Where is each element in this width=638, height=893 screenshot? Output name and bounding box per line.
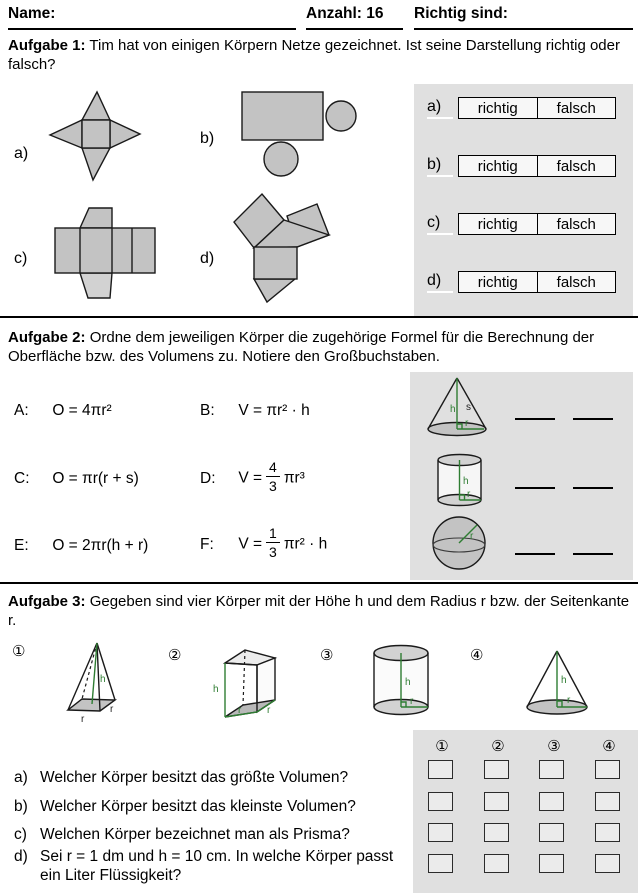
row-label: a) — [427, 98, 453, 119]
task3-answer-grid — [413, 730, 638, 893]
cuboid-edge-label: r — [267, 705, 271, 716]
answer-checkbox[interactable] — [539, 854, 564, 873]
task1-instruction — [8, 36, 632, 74]
cylinder-height-label: h — [463, 476, 469, 487]
falsch-cell[interactable]: falsch — [556, 273, 596, 291]
question-a — [14, 768, 410, 787]
name-field[interactable] — [8, 5, 296, 30]
task1-title: Aufgabe 1: — [8, 37, 86, 54]
cylinder-figure — [435, 452, 485, 508]
richtig-falsch-choice — [458, 213, 616, 235]
falsch-cell[interactable]: falsch — [556, 99, 596, 117]
row-label: d) — [427, 272, 453, 293]
cone4-height-label: h — [561, 675, 567, 686]
cuboid-edge-label: r — [238, 705, 242, 716]
fraction-numerator: 4 — [266, 460, 280, 477]
task2-instruction — [8, 328, 632, 366]
cylinder3-figure — [372, 643, 432, 719]
answer-checkbox[interactable] — [595, 792, 620, 811]
net-c-label: c) — [14, 250, 28, 267]
richtig-falsch-choice — [458, 155, 616, 177]
formula-body: O = πr(r + s) — [52, 470, 139, 487]
task1-answer-panel — [414, 84, 633, 316]
answer-row-d — [414, 271, 633, 295]
answer-line[interactable] — [515, 553, 555, 555]
question-text: Welchen Körper bezeichnet man als Prisma? — [40, 826, 350, 843]
section-divider — [0, 582, 638, 584]
fraction-denominator: 3 — [269, 544, 277, 560]
formula-F — [200, 525, 328, 561]
richtig-falsch-choice — [458, 97, 616, 119]
richtig-cell[interactable]: richtig — [459, 272, 538, 292]
answer-checkbox[interactable] — [539, 823, 564, 842]
question-label: b) — [14, 798, 28, 815]
formula-D — [200, 459, 305, 495]
pyramid-figure — [55, 640, 133, 724]
task2-title: Aufgabe 2: — [8, 329, 86, 346]
answer-checkbox[interactable] — [484, 792, 509, 811]
net-b-figure-cylinder-net — [238, 86, 360, 180]
answer-checkbox[interactable] — [428, 792, 453, 811]
grid-header-4: ④ — [602, 738, 616, 755]
cone-figure — [424, 375, 490, 437]
cone-height-label: h — [450, 404, 456, 415]
formula-letter: A: — [14, 402, 29, 419]
question-text: Welcher Körper besitzt das größte Volumen? — [40, 769, 349, 786]
task2-shapes-panel — [410, 372, 633, 580]
cone-radius-label: r — [465, 418, 469, 429]
fraction — [266, 460, 280, 493]
name-label: Name: — [8, 5, 56, 22]
anzahl-field — [306, 5, 403, 30]
formula-body: V = πr² · h — [238, 402, 310, 419]
task3-text: Gegeben sind vier Körper mit der Höhe h und dem Radius r bzw. der Seitenkante r. — [8, 593, 630, 629]
formula-pre: V = — [238, 469, 263, 487]
anzahl-label: Anzahl: 16 — [306, 5, 384, 22]
pyramid-edge-label: r — [110, 704, 114, 715]
cylinder-radius-label: r — [467, 489, 471, 500]
question-label: c) — [14, 826, 27, 843]
net-a-figure-pyramid-net — [45, 86, 145, 186]
answer-line[interactable] — [515, 418, 555, 420]
richtig-cell[interactable]: richtig — [459, 214, 538, 234]
section-divider — [0, 316, 638, 318]
pyramid-height-label: h — [100, 674, 106, 685]
richtig-sind-label: Richtig sind: — [414, 5, 508, 22]
task2-text: Ordne dem jeweiligen Körper die zugehörige Formel für die Berechnung der Oberfläche bzw. des Volumens zu. Notiere den Großbuchstaben. — [8, 329, 595, 365]
formula-letter: E: — [14, 537, 29, 554]
formula-pre: V = — [238, 535, 263, 553]
net-c-figure-prism-net — [50, 200, 165, 305]
formula-B — [200, 402, 310, 420]
answer-checkbox[interactable] — [595, 823, 620, 842]
cone4-radius-label: r — [567, 695, 571, 706]
cone-slant-label: s — [466, 402, 471, 413]
question-label: d) — [14, 848, 28, 865]
sphere-radius-label: r — [470, 531, 474, 542]
row-label: c) — [427, 214, 453, 235]
grid-header-2: ② — [491, 738, 505, 755]
pyramid-edge-label: r — [81, 714, 85, 724]
answer-line[interactable] — [573, 487, 613, 489]
question-d — [14, 847, 410, 885]
formula-post: πr² · h — [283, 535, 328, 553]
fraction-denominator: 3 — [269, 478, 277, 494]
formula-letter: C: — [14, 470, 30, 487]
answer-checkbox[interactable] — [595, 760, 620, 779]
falsch-cell[interactable]: falsch — [556, 157, 596, 175]
answer-checkbox[interactable] — [428, 854, 453, 873]
answer-row-c — [414, 213, 633, 237]
question-text: Welcher Körper besitzt das kleinste Volumen? — [40, 798, 356, 815]
row-label: b) — [427, 156, 453, 177]
answer-checkbox[interactable] — [484, 823, 509, 842]
net-a-label: a) — [14, 145, 29, 162]
formula-C — [14, 470, 139, 488]
shape4-number: ④ — [470, 647, 484, 664]
grid-header-3: ③ — [547, 738, 561, 755]
task3-title: Aufgabe 3: — [8, 593, 86, 610]
formula-E — [14, 537, 148, 555]
shape3-number: ③ — [320, 647, 334, 664]
sphere-figure — [430, 514, 488, 572]
shape1-number: ① — [12, 643, 26, 660]
answer-checkbox[interactable] — [428, 760, 453, 779]
fraction-numerator: 1 — [266, 526, 280, 543]
answer-line[interactable] — [515, 487, 555, 489]
question-c — [14, 825, 410, 844]
answer-checkbox[interactable] — [539, 760, 564, 779]
question-label: a) — [14, 769, 28, 786]
task3-instruction — [8, 592, 632, 630]
formula-letter: F: — [200, 535, 214, 553]
question-text: Sei r = 1 dm und h = 10 cm. In welche Körper passt ein Liter Flüssigkeit? — [40, 848, 394, 884]
cylinder3-height-label: h — [405, 677, 411, 688]
formula-post: πr³ — [283, 469, 305, 487]
answer-line[interactable] — [573, 553, 613, 555]
fraction — [266, 526, 280, 559]
answer-checkbox[interactable] — [428, 823, 453, 842]
formula-A — [14, 402, 112, 420]
richtig-cell[interactable]: richtig — [459, 156, 538, 176]
grid-header-1: ① — [435, 738, 449, 755]
task1-text: Tim hat von einigen Körpern Netze gezeichnet. Ist seine Darstellung richtig oder falsch? — [8, 37, 620, 73]
shape2-number: ② — [168, 647, 182, 664]
formula-body: O = 2πr(h + r) — [52, 537, 149, 554]
formula-letter: D: — [200, 469, 216, 487]
answer-checkbox[interactable] — [539, 792, 564, 811]
cuboid-figure — [205, 645, 287, 729]
cuboid-height-label: h — [213, 684, 219, 695]
answer-checkbox[interactable] — [484, 854, 509, 873]
richtig-cell[interactable]: richtig — [459, 98, 538, 118]
answer-line[interactable] — [573, 418, 613, 420]
cylinder3-radius-label: r — [410, 696, 414, 707]
answer-checkbox[interactable] — [484, 760, 509, 779]
formula-body: O = 4πr² — [52, 402, 112, 419]
net-d-label: d) — [200, 250, 215, 267]
net-d-figure-tilted-net — [232, 190, 352, 310]
net-b-label: b) — [200, 130, 215, 147]
richtig-falsch-choice — [458, 271, 616, 293]
question-b — [14, 797, 410, 816]
richtig-sind-field[interactable] — [414, 5, 633, 30]
answer-checkbox[interactable] — [595, 854, 620, 873]
answer-row-b — [414, 155, 633, 179]
falsch-cell[interactable]: falsch — [556, 215, 596, 233]
cone4-figure — [515, 645, 595, 717]
formula-letter: B: — [200, 402, 215, 419]
answer-row-a — [414, 97, 633, 121]
